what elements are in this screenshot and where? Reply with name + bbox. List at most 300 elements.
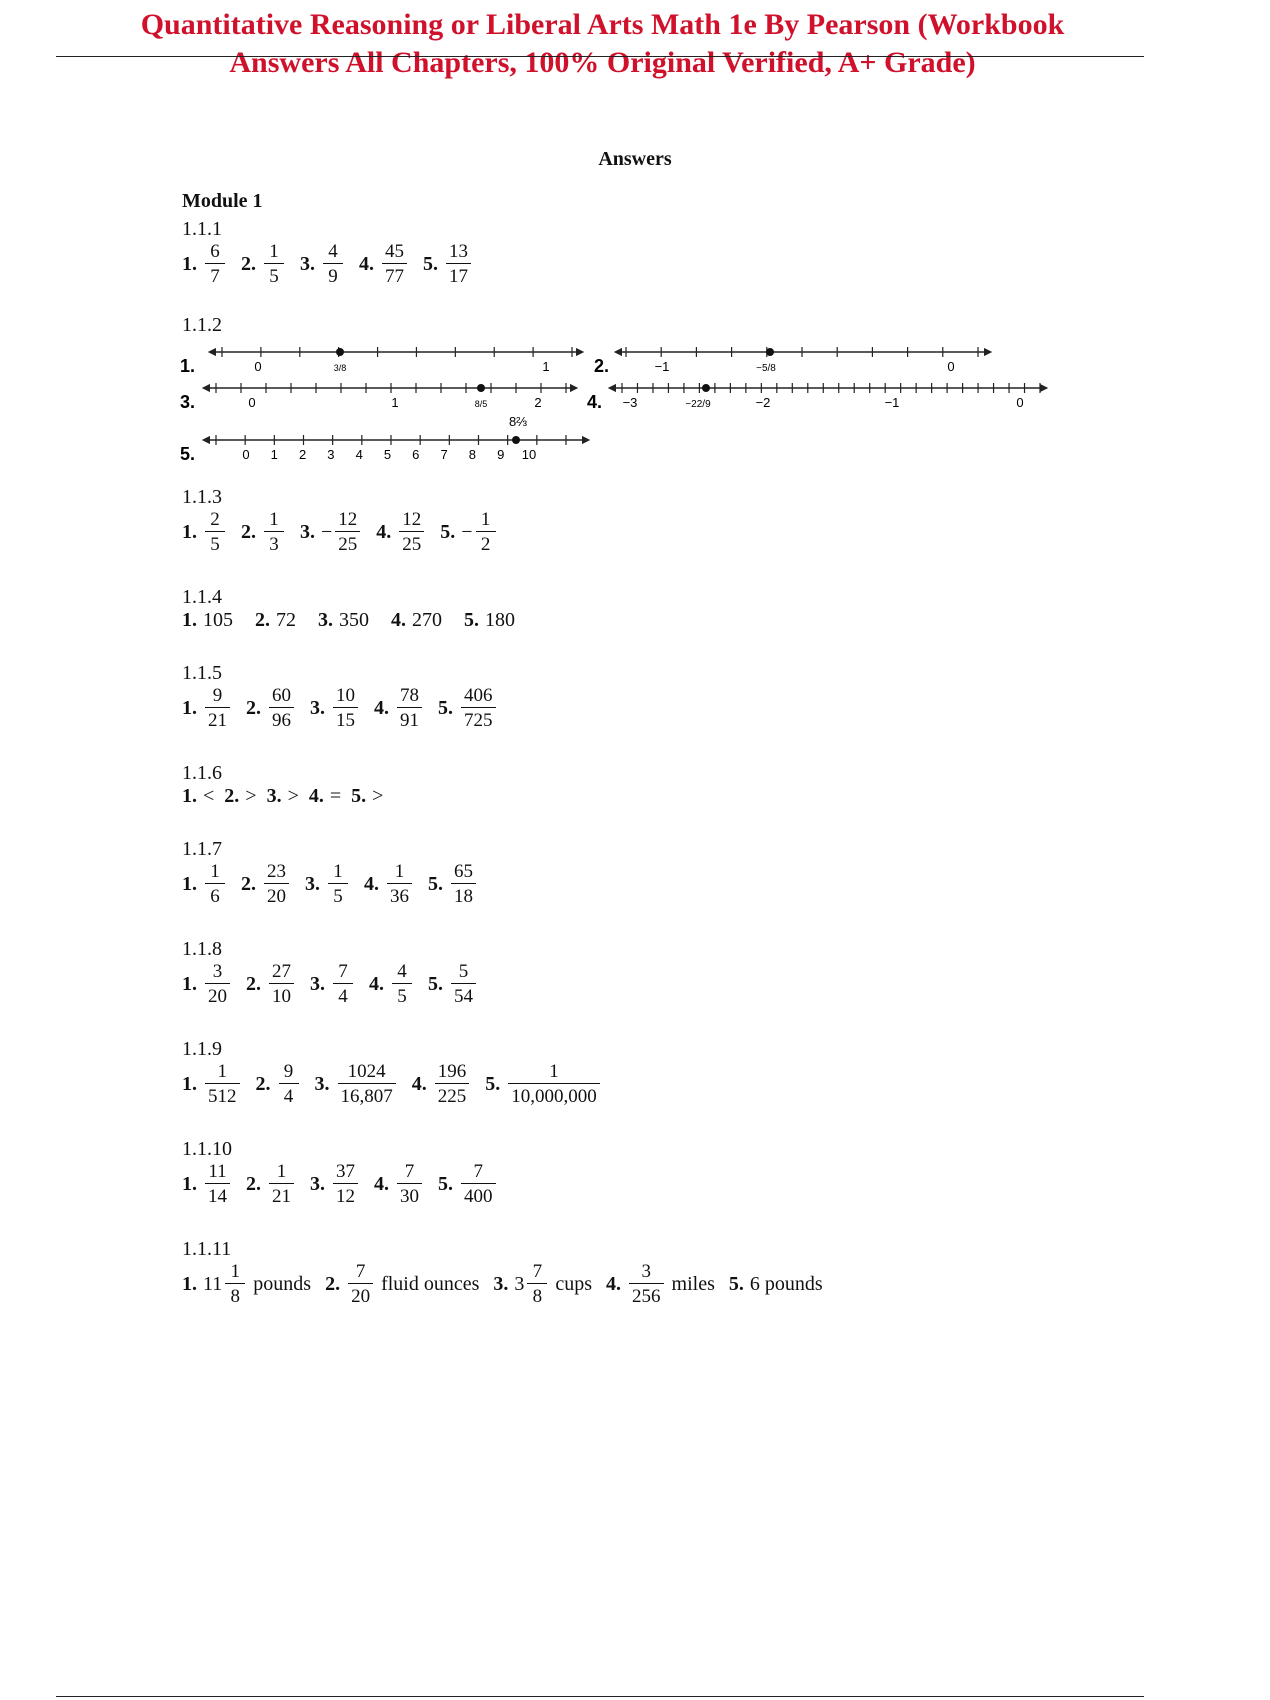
numerator: 65 — [454, 861, 473, 882]
tick-label: −1 — [884, 395, 900, 410]
numerator: 406 — [464, 685, 493, 706]
answer-number: 4. — [606, 1273, 622, 1295]
denominator: 17 — [446, 263, 471, 286]
section-label: 1.1.10 — [182, 1138, 232, 1160]
answer-number: 4. — [359, 253, 374, 275]
point-marker — [766, 348, 774, 356]
answer-5 — [440, 510, 497, 554]
answer-number: 5. — [485, 1073, 501, 1095]
numerator: 3 — [641, 1261, 652, 1282]
answer-number: 2. — [241, 873, 256, 895]
numerator: 1 — [210, 861, 220, 882]
denominator: 25 — [399, 531, 424, 554]
denominator: 20 — [348, 1283, 373, 1306]
fraction — [269, 962, 294, 1006]
numerator: 7 — [473, 1161, 483, 1182]
fraction — [446, 242, 471, 286]
answer-5 — [428, 862, 478, 906]
section-label: 1.1.2 — [182, 314, 222, 336]
denominator: 7 — [205, 263, 225, 286]
tick-label: −1 — [654, 359, 670, 374]
answer-2 — [256, 1062, 301, 1106]
minus-sign: − — [321, 521, 333, 543]
minus-sign: − — [461, 521, 473, 543]
denominator: 15 — [333, 707, 358, 730]
answer-2 — [255, 610, 296, 630]
answer-2 — [241, 510, 286, 554]
tick-label: 3 — [327, 447, 335, 462]
answer-number: 3. — [305, 873, 320, 895]
numerator: 7 — [532, 1261, 543, 1282]
denominator: 725 — [461, 707, 496, 730]
answer-number: 1. — [182, 253, 197, 275]
answer-number: 1. — [182, 785, 197, 807]
section-1-1-7 — [182, 836, 1142, 906]
answer-value: > — [245, 785, 257, 807]
bottom-rule — [56, 1696, 1144, 1697]
line-4-number: 4. — [587, 392, 603, 412]
fraction — [392, 962, 412, 1006]
answer-value: 72 — [276, 609, 296, 631]
answer-number: 4. — [374, 697, 389, 719]
answer-4 — [606, 1262, 715, 1306]
line-1-number: 1. — [180, 356, 196, 376]
answer-value: 6 pounds — [749, 1273, 823, 1295]
answer-row — [182, 610, 1142, 630]
answer-number: 2. — [224, 785, 240, 807]
answer-5 — [351, 786, 383, 806]
answer-number: 3. — [310, 1173, 325, 1195]
answer-3 — [300, 510, 362, 554]
numerator: 9 — [212, 685, 223, 706]
numerator: 45 — [385, 241, 404, 262]
answer-4 — [374, 686, 424, 730]
answer-number: 2. — [255, 609, 270, 631]
numerator: 1 — [333, 861, 343, 882]
answer-3 — [310, 686, 360, 730]
answer-1 — [182, 1062, 242, 1106]
denominator: 5 — [264, 263, 284, 286]
fraction — [333, 962, 353, 1006]
section-1-1-3 — [182, 484, 1142, 554]
answers-content — [182, 190, 1142, 1306]
fraction — [527, 1262, 547, 1306]
answer-1 — [182, 510, 227, 554]
tick-label: 7 — [440, 447, 448, 462]
line-5-number: 5. — [180, 444, 196, 464]
answer-number: 3. — [300, 521, 315, 543]
answer-5 — [423, 242, 473, 286]
fraction — [205, 686, 230, 730]
tick-label: 4 — [355, 447, 363, 462]
answer-number: 3. — [314, 1073, 330, 1095]
answer-number: 4. — [391, 609, 406, 631]
point-label: −5/8 — [756, 363, 776, 374]
fraction — [269, 1162, 294, 1206]
point-marker — [702, 384, 710, 392]
answer-number: 5. — [728, 1273, 744, 1295]
fraction — [382, 242, 407, 286]
tick-label: 2 — [534, 395, 542, 410]
denominator: 54 — [451, 983, 476, 1006]
answer-2 — [224, 786, 256, 806]
numerator: 4 — [328, 241, 338, 262]
denominator: 225 — [435, 1083, 470, 1106]
unit: miles — [671, 1273, 715, 1295]
point-marker — [477, 384, 485, 392]
section-1-1-8 — [182, 936, 1142, 1006]
numerator: 11 — [208, 1161, 227, 1182]
answer-row — [182, 686, 1142, 730]
answer-number: 5. — [423, 253, 438, 275]
fraction — [205, 510, 225, 554]
answer-number: 5. — [438, 1173, 453, 1195]
tick-label: −2 — [755, 395, 771, 410]
answer-value: 180 — [485, 609, 515, 631]
point-marker — [336, 348, 344, 356]
denominator: 30 — [397, 1183, 422, 1206]
answer-number: 1. — [182, 1273, 197, 1295]
answer-number: 1. — [182, 1173, 197, 1195]
answer-number: 5. — [438, 697, 453, 719]
tick-label: 1 — [391, 395, 399, 410]
answer-value: 105 — [203, 609, 233, 631]
numerator: 1 — [269, 509, 279, 530]
answer-1 — [182, 786, 214, 806]
denominator: 10 — [269, 983, 294, 1006]
answer-value: 270 — [412, 609, 442, 631]
module-title: Module 1 — [182, 190, 263, 212]
answer-1 — [182, 242, 227, 286]
line-2-number: 2. — [594, 356, 610, 376]
answer-4 — [309, 786, 341, 806]
fraction — [205, 862, 225, 906]
answer-2 — [325, 1262, 479, 1306]
fraction — [205, 1062, 240, 1106]
answer-1 — [182, 962, 232, 1006]
numerator: 23 — [267, 861, 286, 882]
answer-number: 1. — [182, 697, 197, 719]
denominator: 12 — [333, 1183, 358, 1206]
answer-number: 5. — [464, 609, 479, 631]
denominator: 20 — [264, 883, 289, 906]
answer-3 — [300, 242, 345, 286]
denominator: 8 — [527, 1283, 547, 1306]
fraction — [264, 510, 284, 554]
answer-3 — [267, 786, 299, 806]
number-lines-svg — [182, 338, 1082, 468]
answer-row — [182, 1062, 1142, 1106]
answer-number: 2. — [246, 697, 261, 719]
banner-line-1: Quantitative Reasoning or Liberal Arts Math 1e By Pearson (Workbook — [140, 8, 1065, 41]
denominator: 20 — [205, 983, 230, 1006]
answer-2 — [246, 686, 296, 730]
section-1-1-1 — [182, 216, 1142, 286]
denominator: 16,807 — [338, 1083, 396, 1106]
fraction — [397, 686, 422, 730]
section-label: 1.1.8 — [182, 938, 222, 960]
answer-number: 4. — [308, 785, 324, 807]
answer-row — [182, 786, 1142, 806]
answer-value: > — [372, 785, 384, 807]
point-marker — [512, 436, 520, 444]
point-label: 8⅔ — [508, 414, 528, 429]
answer-5 — [464, 610, 515, 630]
tick-label: 0 — [1016, 395, 1024, 410]
tick-label: 10 — [521, 447, 537, 462]
answer-number: 3. — [300, 253, 315, 275]
answer-3 — [305, 862, 350, 906]
denominator: 6 — [205, 883, 225, 906]
answer-row — [182, 962, 1142, 1006]
answer-2 — [241, 862, 291, 906]
answer-5 — [729, 1274, 823, 1294]
denominator: 5 — [205, 531, 225, 554]
fraction — [205, 962, 230, 1006]
numerator: 1024 — [347, 1061, 386, 1082]
answer-3 — [493, 1262, 592, 1306]
answer-5 — [428, 962, 478, 1006]
fraction — [264, 862, 289, 906]
numerator: 3 — [212, 961, 223, 982]
answer-number: 2. — [241, 521, 256, 543]
fraction — [205, 1162, 230, 1206]
section-1-1-11 — [182, 1236, 1142, 1306]
fraction — [476, 510, 496, 554]
denominator: 5 — [328, 883, 348, 906]
fraction — [205, 242, 225, 286]
answer-number: 5. — [428, 973, 443, 995]
answer-number: 4. — [411, 1073, 427, 1095]
fraction — [333, 686, 358, 730]
answer-4 — [374, 1162, 424, 1206]
numerator: 7 — [338, 961, 348, 982]
fraction — [629, 1262, 664, 1306]
answer-row — [182, 1262, 1142, 1306]
fraction — [435, 1062, 470, 1106]
fraction — [279, 1062, 299, 1106]
numerator: 7 — [355, 1261, 366, 1282]
fraction — [348, 1262, 373, 1306]
answer-2 — [241, 242, 286, 286]
tick-label: 8 — [468, 447, 477, 462]
numerator: 27 — [272, 961, 291, 982]
answer-number: 1. — [182, 973, 197, 995]
answer-4 — [359, 242, 409, 286]
section-label: 1.1.7 — [182, 838, 222, 860]
unit: fluid ounces — [381, 1273, 480, 1295]
denominator: 4 — [279, 1083, 299, 1106]
section-1-1-9 — [182, 1036, 1142, 1106]
section-1-1-4 — [182, 584, 1142, 630]
numerator: 196 — [437, 1061, 467, 1082]
answer-number: 4. — [376, 521, 392, 543]
answer-number: 4. — [364, 873, 379, 895]
section-1-1-6 — [182, 760, 1142, 806]
fraction — [508, 1062, 600, 1106]
answer-4 — [391, 610, 442, 630]
numerator: 6 — [210, 241, 220, 262]
numerator: 2 — [210, 509, 220, 530]
answer-1 — [182, 1162, 232, 1206]
tick-label: 1 — [542, 359, 550, 374]
answer-number: 4. — [374, 1173, 389, 1195]
numerator: 78 — [400, 685, 419, 706]
numerator: 1 — [230, 1261, 241, 1282]
answer-value: = — [329, 785, 342, 807]
answer-1 — [182, 610, 233, 630]
denominator: 91 — [397, 707, 422, 730]
answer-5 — [438, 686, 498, 730]
fraction — [333, 1162, 358, 1206]
numerator: 1 — [276, 1161, 287, 1182]
unit: cups — [555, 1273, 593, 1295]
answer-1 — [182, 1262, 311, 1306]
banner-line-2: Answers All Chapters, 100% Original Verified, A+ Grade) — [229, 46, 976, 79]
tick-label: 0 — [242, 447, 250, 462]
tick-label: 1 — [270, 447, 278, 462]
fraction — [451, 862, 476, 906]
section-label: 1.1.3 — [182, 486, 222, 508]
tick-label: 9 — [497, 447, 505, 462]
denominator: 21 — [205, 707, 230, 730]
fraction — [461, 1162, 496, 1206]
numerator: 1 — [480, 509, 491, 530]
denominator: 2 — [476, 531, 496, 554]
answer-3 — [310, 1162, 360, 1206]
answer-number: 3. — [310, 697, 325, 719]
fraction — [461, 686, 496, 730]
answer-1 — [182, 686, 232, 730]
answer-4 — [412, 1062, 472, 1106]
answer-number: 2. — [241, 253, 256, 275]
answer-value: > — [287, 785, 299, 807]
fraction — [335, 510, 360, 554]
section-1-1-5 — [182, 660, 1142, 730]
fraction — [269, 686, 294, 730]
answer-number: 1. — [182, 521, 197, 543]
answer-number: 1. — [182, 1073, 197, 1095]
fraction — [225, 1262, 245, 1306]
answer-row — [182, 242, 1142, 286]
answer-number: 2. — [246, 973, 261, 995]
answer-value: 350 — [339, 609, 369, 631]
document-banner — [60, 6, 1145, 82]
tick-label: 2 — [298, 447, 307, 462]
numerator: 37 — [336, 1161, 355, 1182]
denominator: 36 — [387, 883, 412, 906]
answer-2 — [246, 962, 296, 1006]
answer-2 — [246, 1162, 296, 1206]
answer-row — [182, 1162, 1142, 1206]
denominator: 4 — [333, 983, 353, 1006]
fraction — [387, 862, 412, 906]
fraction — [264, 242, 284, 286]
fraction — [451, 962, 476, 1006]
denominator: 3 — [264, 531, 284, 554]
numerator: 1 — [394, 861, 405, 882]
denominator: 10,000,000 — [508, 1083, 600, 1106]
unit: pounds — [253, 1273, 312, 1295]
section-label: 1.1.9 — [182, 1038, 222, 1060]
denominator: 96 — [269, 707, 294, 730]
answer-number: 4. — [369, 973, 384, 995]
section-1-1-10 — [182, 1136, 1142, 1206]
numerator: 60 — [272, 685, 291, 706]
denominator: 512 — [205, 1083, 240, 1106]
answer-4 — [364, 862, 414, 906]
fraction — [397, 1162, 422, 1206]
numerator: 1 — [217, 1061, 227, 1082]
answer-number: 3. — [310, 973, 325, 995]
answer-1 — [182, 862, 227, 906]
numerator: 13 — [449, 241, 468, 262]
numerator: 12 — [338, 509, 358, 530]
fraction — [338, 1062, 396, 1106]
section-label: 1.1.5 — [182, 662, 222, 684]
numerator: 1 — [549, 1061, 559, 1082]
denominator: 77 — [382, 263, 407, 286]
tick-label: −3 — [622, 395, 638, 410]
answer-number: 1. — [182, 609, 197, 631]
number-lines — [182, 338, 1082, 468]
mixed-whole: 11 — [203, 1273, 223, 1295]
section-label: 1.1.6 — [182, 762, 222, 784]
answer-number: 3. — [266, 785, 282, 807]
answer-5 — [485, 1062, 602, 1106]
denominator: 9 — [323, 263, 343, 286]
numerator: 9 — [283, 1061, 294, 1082]
tick-label: 0 — [248, 395, 256, 410]
denominator: 21 — [269, 1183, 294, 1206]
fraction — [323, 242, 343, 286]
point-label: −22/9 — [685, 399, 711, 410]
answer-number: 1. — [182, 873, 197, 895]
denominator: 14 — [205, 1183, 230, 1206]
numerator: 4 — [397, 961, 407, 982]
page-title: Answers — [598, 148, 672, 170]
denominator: 18 — [451, 883, 476, 906]
section-1-1-2 — [182, 312, 1142, 468]
section-label: 1.1.11 — [182, 1238, 232, 1260]
answer-3 — [318, 610, 369, 630]
numerator: 7 — [404, 1161, 415, 1182]
answer-4 — [376, 510, 426, 554]
answer-value: < — [203, 785, 215, 807]
answer-3 — [310, 962, 355, 1006]
point-label: 3/8 — [333, 363, 347, 373]
tick-label: 0 — [947, 359, 955, 374]
answer-number: 2. — [255, 1073, 271, 1095]
tick-label: 6 — [412, 447, 420, 462]
denominator: 256 — [629, 1283, 664, 1306]
answer-number: 5. — [440, 521, 456, 543]
numerator: 1 — [269, 241, 279, 262]
tick-label: 5 — [383, 447, 392, 462]
numerator: 10 — [336, 685, 355, 706]
answer-4 — [369, 962, 414, 1006]
numerator: 5 — [458, 961, 469, 982]
section-label: 1.1.4 — [182, 586, 222, 608]
answer-5 — [438, 1162, 498, 1206]
point-label: 8/5 — [474, 399, 488, 409]
fraction — [328, 862, 348, 906]
fraction — [399, 510, 424, 554]
answer-number: 3. — [493, 1273, 509, 1295]
answer-row — [182, 510, 1142, 554]
denominator: 25 — [335, 531, 360, 554]
answer-3 — [315, 1062, 398, 1106]
